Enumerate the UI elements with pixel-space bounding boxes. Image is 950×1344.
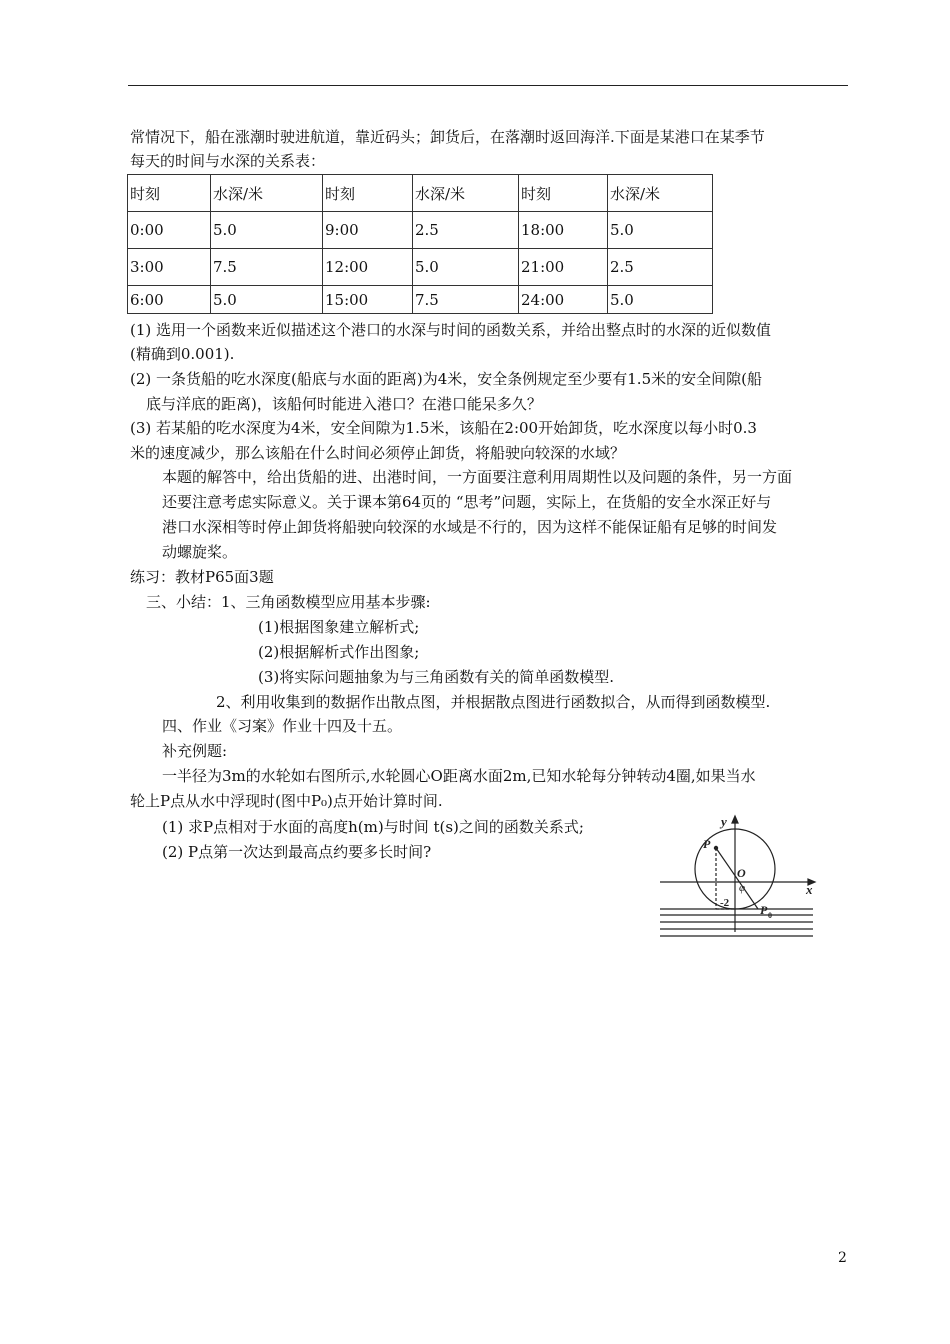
table-cell: 3:00 [128,249,211,286]
table-cell: 18:00 [519,212,608,249]
table-row [128,249,713,286]
table-cell: 6:00 [128,286,211,314]
summary-step-1: (1)根据图象建立解析式; [258,618,420,636]
supplement-problem-2: 轮上P点从水中浮现时(图中P₀)点开始计算时间. [130,792,443,810]
summary-step-2: (2)根据解析式作出图象; [258,643,420,661]
commentary-line-2: 还要注意考虑实际意义。关于课本第64页的 “思考”问题，实际上，在货船的安全水深正好与 [162,493,772,511]
page-number: 2 [838,1250,847,1266]
x-label: x [806,882,813,897]
table-header-cell: 水深/米 [608,175,713,212]
depth-table [127,174,713,314]
minus-2-label: -2 [720,897,730,909]
table-cell: 5.0 [608,286,713,314]
p-label: P [703,837,711,851]
table-cell: 2.5 [413,212,519,249]
supplement-title: 补充例题: [162,742,228,760]
table-cell: 21:00 [519,249,608,286]
table-cell: 7.5 [211,249,323,286]
table-cell: 5.0 [211,212,323,249]
table-cell: 7.5 [413,286,519,314]
table-header-cell: 时刻 [128,175,211,212]
commentary-line-1: 本题的解答中，给出货船的进、出港时间，一方面要注意利用周期性以及问题的条件，另一方面 [162,468,793,486]
question-3a: (3) 若某船的吃水深度为4米，安全间隙为1.5米，该船在2:00开始卸货，吃水深度以每小时0.3 [130,419,757,437]
o-label: O [737,866,746,880]
intro-line-1: 常情况下，船在涨潮时驶进航道，靠近码头；卸货后，在落潮时返回海洋.下面是某港口在某季节 [130,128,765,146]
phi-label: φ [739,882,746,894]
supplement-sub-2: (2) P点第一次达到最高点约要多长时间? [162,843,432,861]
commentary-line-4: 动螺旋桨。 [162,543,238,561]
table-cell: 15:00 [323,286,413,314]
supplement-sub-1: (1) 求P点相对于水面的高度h(m)与时间 t(s)之间的函数关系式; [162,818,584,836]
header-rule [128,85,848,86]
question-2b: 底与洋底的距离)，该船何时能进入港口？在港口能呆多久？ [146,395,542,413]
practice-line: 练习：教材P65面3题 [130,568,274,586]
table-header-row [128,175,713,212]
summary-step-3: (3)将实际问题抽象为与三角函数有关的简单函数模型. [258,668,615,686]
question-1a: (1) 选用一个函数来近似描述这个港口的水深与时间的函数关系，并给出整点时的水深的近似数值 [130,321,772,339]
table-header-cell: 水深/米 [413,175,519,212]
commentary-line-3: 港口水深相等时停止卸货将船驶向较深的水域是不行的，因为这样不能保证船有足够的时间发 [162,518,778,536]
table-cell: 5.0 [413,249,519,286]
table-cell: 5.0 [608,212,713,249]
homework-line: 四、作业《习案》作业十四及十五。 [162,717,403,735]
intro-line-2: 每天的时间与水深的关系表： [130,152,326,170]
supplement-problem-1: 一半径为3m的水轮如右图所示,水轮圆心O距离水面2m,已知水轮每分钟转动4圈,如果当水 [162,767,756,785]
table-header-cell: 水深/米 [211,175,323,212]
question-3b: 米的速度减少，那么该船在什么时间必须停止卸货，将船驶向较深的水域？ [130,444,626,462]
table-cell: 0:00 [128,212,211,249]
p0-subscript: 0 [768,911,772,920]
question-2a: (2) 一条货船的吃水深度(船底与水面的距离)为4米，安全条例规定至少要有1.5米的安全间隙(船 [130,370,762,388]
table-cell: 2.5 [608,249,713,286]
y-axis-arrow [732,816,738,823]
table-cell: 12:00 [323,249,413,286]
summary-point-2: 2、利用收集到的数据作出散点图，并根据散点图进行函数拟合，从而得到函数模型. [216,693,771,711]
point-p [714,846,718,850]
water-wheel-figure [658,814,818,940]
question-1b: (精确到0.001). [130,345,235,363]
table-cell: 5.0 [211,286,323,314]
table-cell: 24:00 [519,286,608,314]
table-header-cell: 时刻 [519,175,608,212]
table-cell: 9:00 [323,212,413,249]
y-label: y [721,814,727,829]
summary-title: 三、小结：1、三角函数模型应用基本步骤: [146,593,431,611]
table-header-cell: 时刻 [323,175,413,212]
table-row [128,286,713,314]
table-row [128,212,713,249]
p0-label: P [760,903,768,917]
